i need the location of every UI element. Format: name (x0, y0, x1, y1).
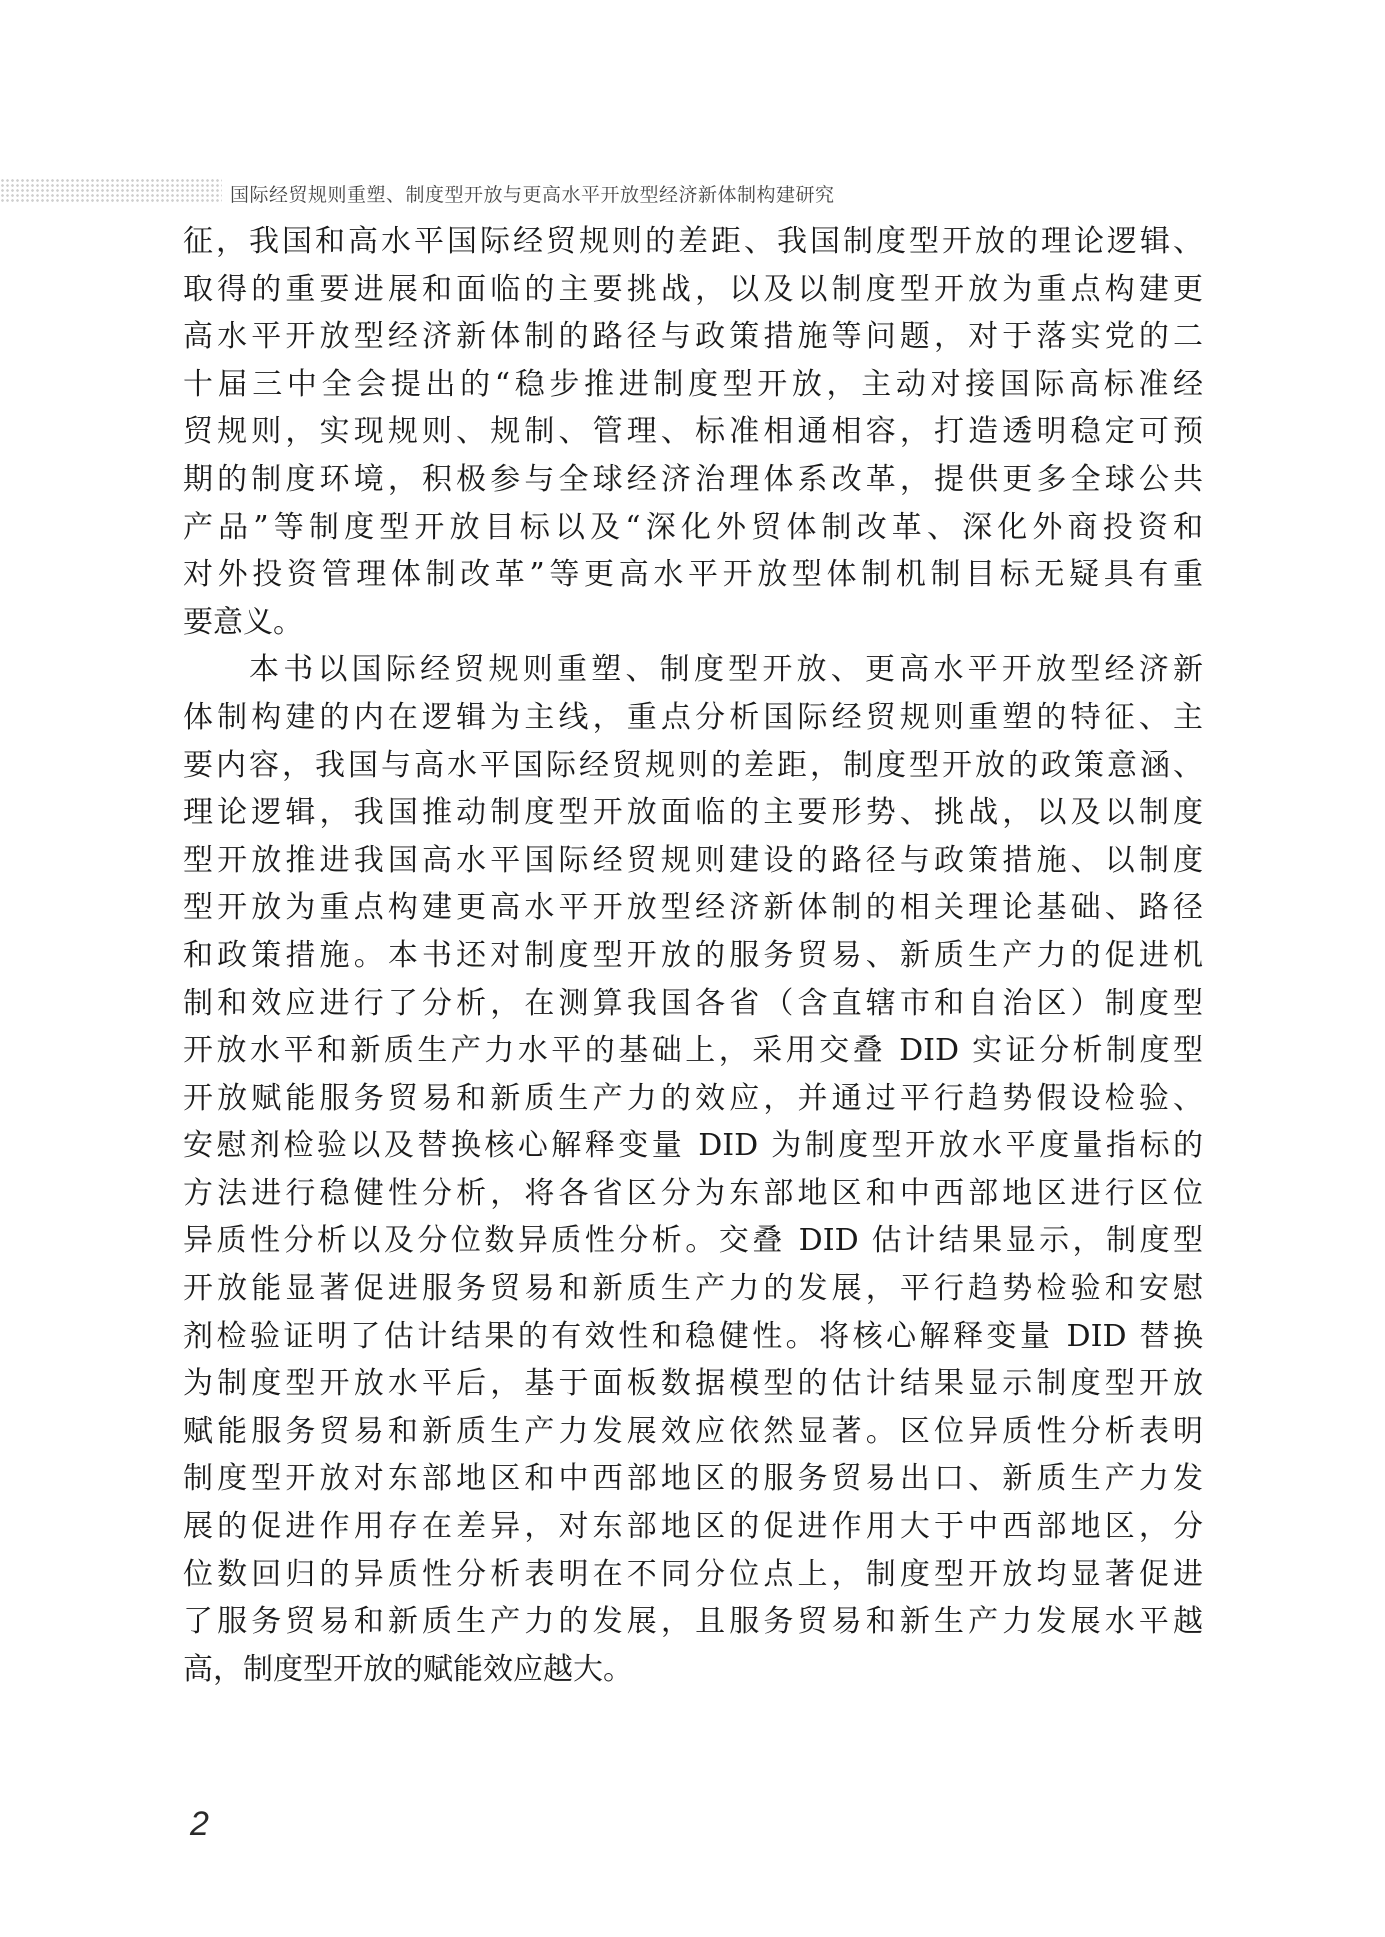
text-line: 期的制度环境，积极参与全球经济治理体系改革，提供更多全球公共 (183, 461, 1203, 497)
body-text (183, 218, 1203, 1693)
text-line: 开放能显著促进服务贸易和新质生产力的发展，平行趋势检验和安慰 (183, 1271, 1203, 1307)
text-line: 位数回归的异质性分析表明在不同分位点上，制度型开放均显著促进 (183, 1556, 1203, 1592)
header-decoration (0, 178, 222, 202)
text-line: 安慰剂检验以及替换核心解释变量 DID 为制度型开放水平度量指标的 (183, 1128, 1203, 1164)
text-line: 了服务贸易和新质生产力的发展，且服务贸易和新生产力发展水平越 (183, 1604, 1203, 1640)
text-line: 型开放为重点构建更高水平开放型经济新体制的相关理论基础、路径 (183, 890, 1203, 926)
text-line: 和政策措施。本书还对制度型开放的服务贸易、新质生产力的促进机 (183, 937, 1203, 973)
text-line: 赋能服务贸易和新质生产力发展效应依然显著。区位异质性分析表明 (183, 1413, 1203, 1449)
text-line: 异质性分析以及分位数异质性分析。交叠 DID 估计结果显示，制度型 (183, 1223, 1203, 1259)
text-line: 高水平开放型经济新体制的路径与政策措施等问题，对于落实党的二 (183, 319, 1203, 355)
text-line: 理论逻辑，我国推动制度型开放面临的主要形势、挑战，以及以制度 (183, 795, 1203, 831)
text-line: 制和效应进行了分析，在测算我国各省（含直辖市和自治区）制度型 (183, 985, 1203, 1021)
text-line: 产品”等制度型开放目标以及“深化外贸体制改革、深化外商投资和 (183, 509, 1203, 545)
text-line: 体制构建的内在逻辑为主线，重点分析国际经贸规则重塑的特征、主 (183, 699, 1203, 735)
text-line: 要内容，我国与高水平国际经贸规则的差距，制度型开放的政策意涵、 (183, 747, 1203, 783)
text-line: 为制度型开放水平后，基于面板数据模型的估计结果显示制度型开放 (183, 1366, 1203, 1402)
text-line: 高，制度型开放的赋能效应越大。 (183, 1651, 633, 1687)
text-line: 展的促进作用存在差异，对东部地区的促进作用大于中西部地区，分 (183, 1509, 1203, 1545)
text-line: 剂检验证明了估计结果的有效性和稳健性。将核心解释变量 DID 替换 (183, 1318, 1203, 1354)
text-line: 型开放推进我国高水平国际经贸规则建设的路径与政策措施、以制度 (183, 842, 1203, 878)
text-line: 征，我国和高水平国际经贸规则的差距、我国制度型开放的理论逻辑、 (183, 224, 1203, 259)
text-line: 取得的重要进展和面临的主要挑战，以及以制度型开放为重点构建更 (183, 271, 1203, 307)
text-line: 对外投资管理体制改革”等更高水平开放型体制机制目标无疑具有重 (183, 557, 1203, 593)
text-line: 要意义。 (183, 604, 303, 640)
text-line: 制度型开放对东部地区和中西部地区的服务贸易出口、新质生产力发 (183, 1461, 1203, 1497)
text-line: 贸规则，实现规则、规制、管理、标准相通相容，打造透明稳定可预 (183, 414, 1203, 450)
text-line: 开放水平和新质生产力水平的基础上，采用交叠 DID 实证分析制度型 (183, 1033, 1203, 1069)
page-number: 2 (190, 1805, 209, 1843)
text-line: 十届三中全会提出的“稳步推进制度型开放，主动对接国际高标准经 (183, 366, 1203, 402)
text-line: 方法进行稳健性分析，将各省区分为东部地区和中西部地区进行区位 (183, 1175, 1203, 1211)
text-line: 开放赋能服务贸易和新质生产力的效应，并通过平行趋势假设检验、 (183, 1080, 1203, 1116)
text-line: 本书以国际经贸规则重塑、制度型开放、更高水平开放型经济新 (249, 652, 1203, 688)
running-head: 国际经贸规则重塑、制度型开放与更高水平开放型经济新体制构建研究 (230, 184, 835, 206)
